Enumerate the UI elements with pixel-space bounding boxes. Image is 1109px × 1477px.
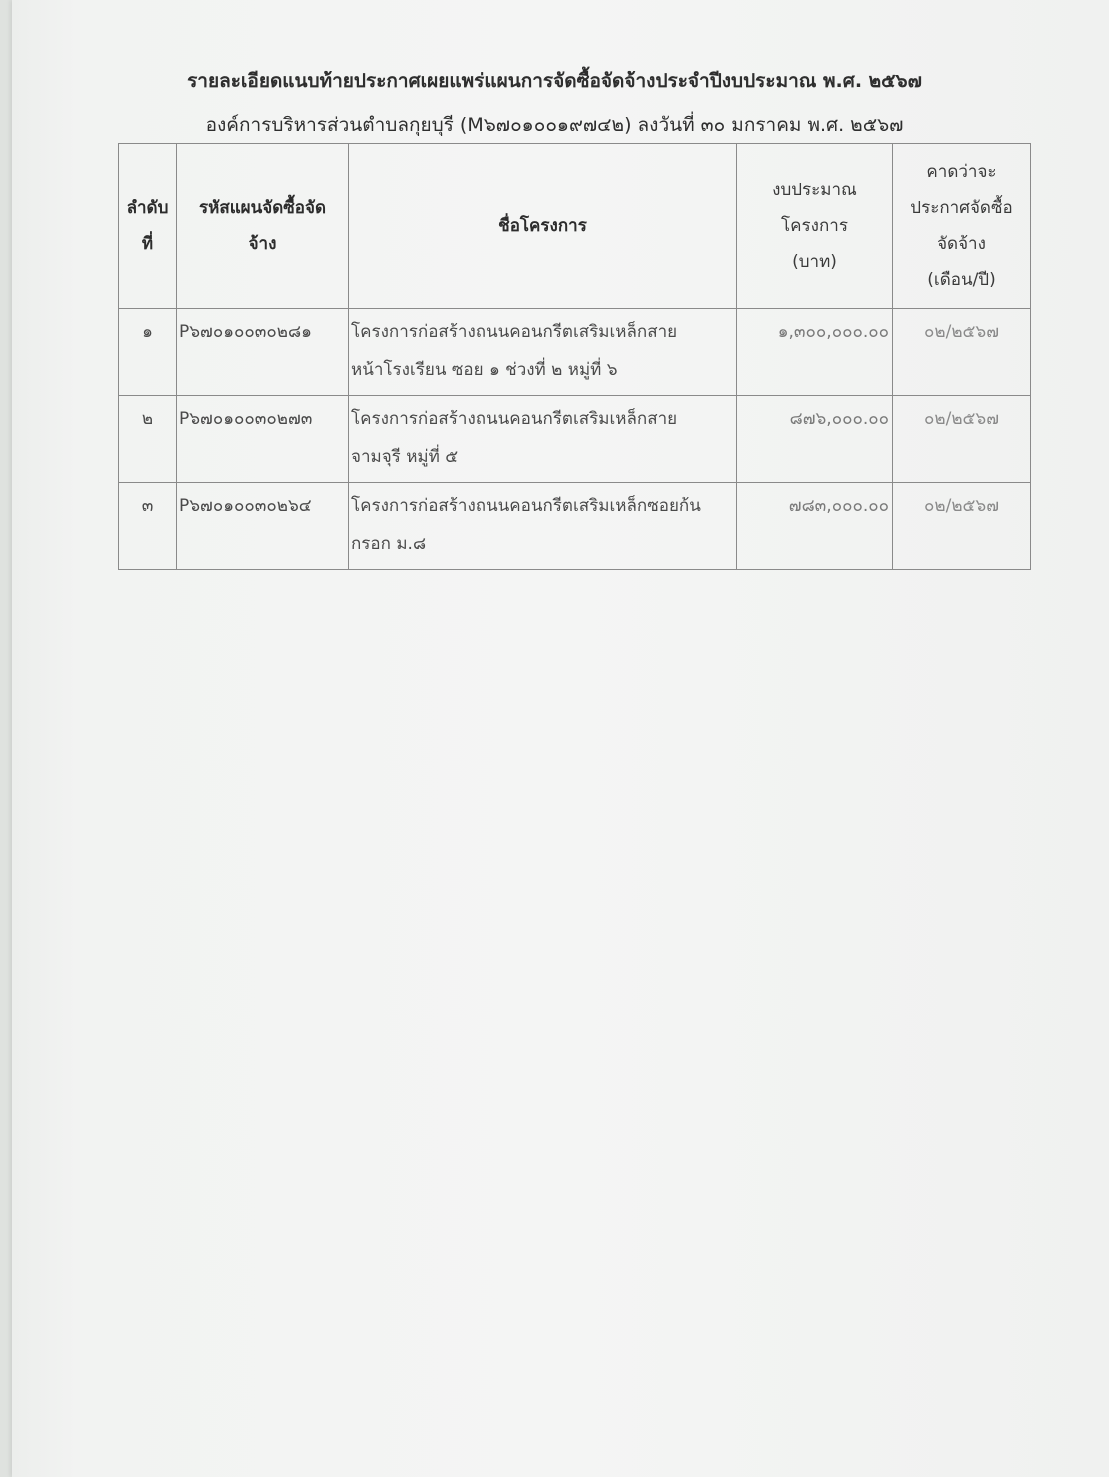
row-month: ๐๒/๒๕๖๗	[893, 483, 1031, 570]
row-project-name: โครงการก่อสร้างถนนคอนกรีตเสริมเหล็กสาย จามจุรี หมู่ที่ ๕	[349, 396, 737, 483]
table-row	[119, 483, 1031, 570]
table-row	[119, 309, 1031, 396]
row-budget: ๘๗๖,๐๐๐.๐๐	[737, 396, 893, 483]
col-header-no: ลำดับ ที่	[119, 144, 177, 309]
table-row	[119, 396, 1031, 483]
row-project-name: โครงการก่อสร้างถนนคอนกรีตเสริมเหล็กซอยก้น กรอก ม.๘	[349, 483, 737, 570]
col-header-code: รหัสแผนจัดซื้อจัด จ้าง	[177, 144, 349, 309]
col-header-month: คาดว่าจะ ประกาศจัดซื้อ จัดจ้าง (เดือน/ปี)	[893, 144, 1031, 309]
procurement-plan-table	[118, 143, 1031, 570]
row-project-name: โครงการก่อสร้างถนนคอนกรีตเสริมเหล็กสาย หน้าโรงเรียน ซอย ๑ ช่วงที่ ๒ หมู่ที่ ๖	[349, 309, 737, 396]
row-budget: ๑,๓๐๐,๐๐๐.๐๐	[737, 309, 893, 396]
row-code: P๖๗๐๑๐๐๓๐๒๗๓	[177, 396, 349, 483]
row-no: ๒	[119, 396, 177, 483]
document-subtitle: องค์การบริหารส่วนตำบลกุยบุรี (M๖๗๐๑๐๐๑๙๗๔๒) ลงวันที่ ๓๐ มกราคม พ.ศ. ๒๕๖๗	[205, 114, 904, 136]
row-code: P๖๗๐๑๐๐๓๐๒๘๑	[177, 309, 349, 396]
row-no: ๓	[119, 483, 177, 570]
row-no: ๑	[119, 309, 177, 396]
col-header-name: ชื่อโครงการ	[349, 144, 737, 309]
row-budget: ๗๘๓,๐๐๐.๐๐	[737, 483, 893, 570]
col-header-budget: งบประมาณ โครงการ (บาท)	[737, 144, 893, 309]
row-month: ๐๒/๒๕๖๗	[893, 396, 1031, 483]
row-month: ๐๒/๒๕๖๗	[893, 309, 1031, 396]
document-title: รายละเอียดแนบท้ายประกาศเผยแพร่แผนการจัดซื้อจัดจ้างประจำปีงบประมาณ พ.ศ. ๒๕๖๗	[187, 70, 922, 92]
row-code: P๖๗๐๑๐๐๓๐๒๖๔	[177, 483, 349, 570]
